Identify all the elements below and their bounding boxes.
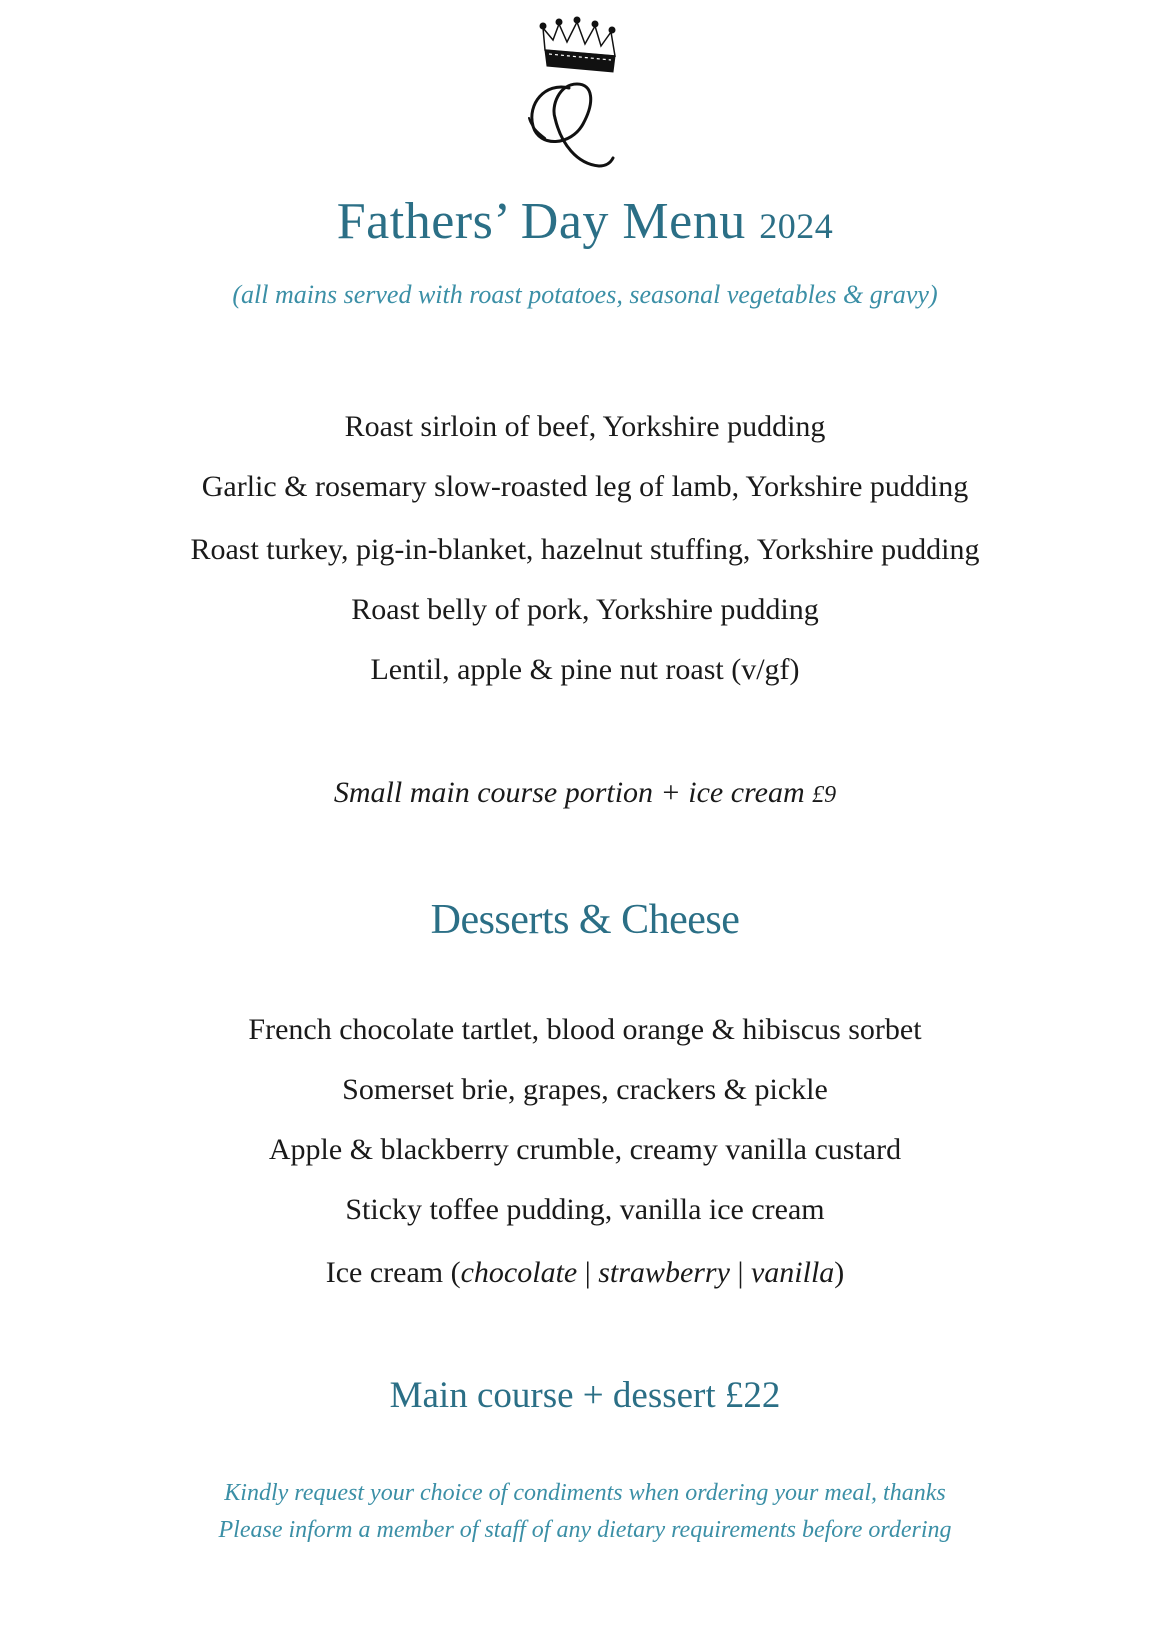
dessert-item: Apple & blackberry crumble, creamy vanilla custard — [268, 1133, 902, 1166]
letter-q-monogram — [529, 84, 613, 166]
main-dessert-deal: Main course + dessert £22 — [389, 1375, 781, 1416]
ice-cream-prefix: Ice cream ( — [325, 1256, 461, 1289]
small-portion-offer — [0, 776, 1170, 810]
ice-cream-suffix: ) — [834, 1256, 845, 1289]
dietary-note: Please inform a member of staff of any dietary requirements before ordering — [218, 1517, 952, 1543]
menu-title-text: Fathers’ Day Menu — [336, 193, 746, 250]
ice-cream-item — [0, 1256, 1170, 1290]
ice-cream-separator: | — [577, 1256, 599, 1289]
condiments-note: Kindly request your choice of condiments when ordering your meal, thanks — [224, 1480, 946, 1506]
menu-year: 2024 — [759, 206, 834, 246]
small-portion-text: Small main course portion + ice cream — [333, 776, 805, 809]
dessert-item: Sticky toffee pudding, vanilla ice cream — [345, 1193, 825, 1226]
menu-title — [0, 192, 1170, 251]
main-item: Roast sirloin of beef, Yorkshire pudding — [344, 410, 826, 443]
small-portion-price: £9 — [812, 782, 837, 808]
dessert-item: French chocolate tartlet, blood orange & hibiscus sorbet — [248, 1013, 922, 1046]
ice-cream-separator: | — [729, 1256, 751, 1289]
dessert-item: Somerset brie, grapes, crackers & pickle — [342, 1073, 828, 1106]
ice-cream-flavour: strawberry — [598, 1256, 730, 1289]
main-item: Roast belly of pork, Yorkshire pudding — [351, 593, 819, 626]
menu-subtitle: (all mains served with roast potatoes, seasonal vegetables & gravy) — [232, 280, 938, 309]
ice-cream-flavour: vanilla — [750, 1256, 835, 1289]
desserts-heading: Desserts & Cheese — [430, 897, 740, 943]
crown-q-logo — [515, 14, 655, 174]
main-item: Roast turkey, pig-in-blanket, hazelnut stuffing, Yorkshire pudding — [190, 533, 980, 566]
main-item: Lentil, apple & pine nut roast (v/gf) — [370, 653, 800, 686]
main-item: Garlic & rosemary slow-roasted leg of lamb, Yorkshire pudding — [201, 470, 969, 503]
ice-cream-flavour: chocolate — [460, 1256, 578, 1289]
crown-icon — [540, 17, 615, 72]
